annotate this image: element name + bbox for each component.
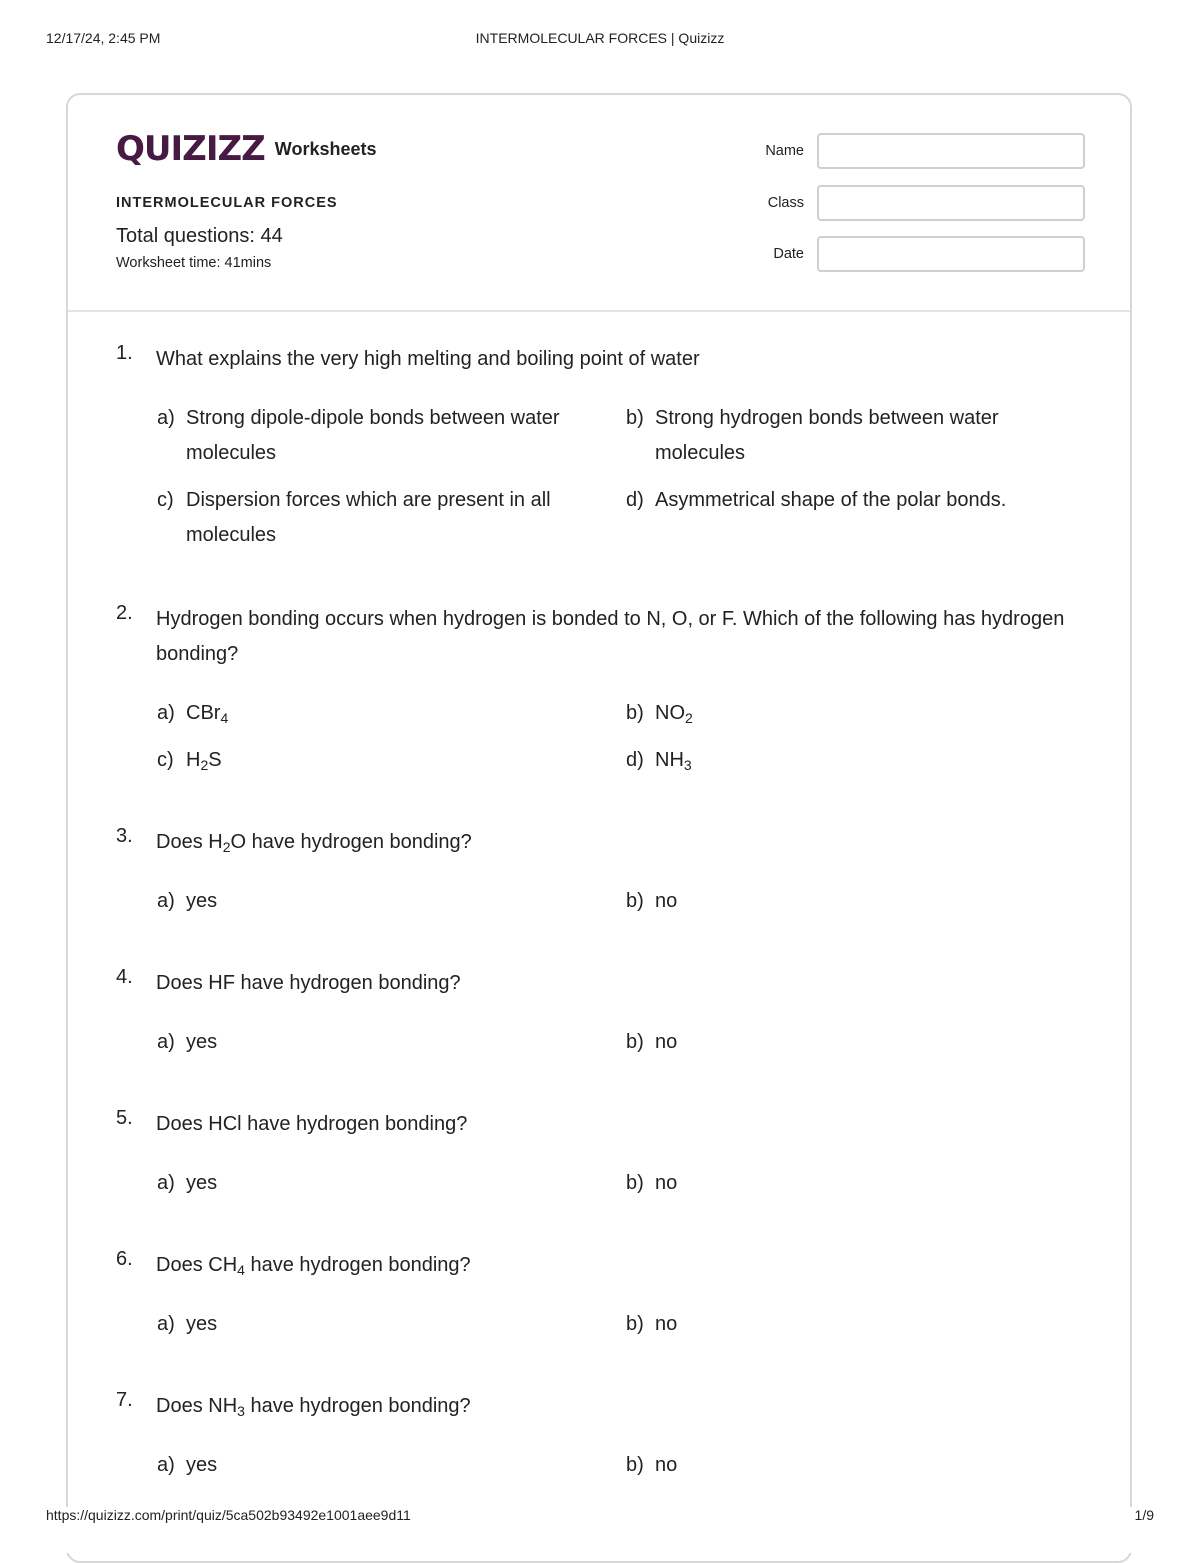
question-text: Does HCl have hydrogen bonding? <box>156 1113 468 1135</box>
question-number: 5. <box>116 1107 133 1129</box>
option-letter: a) <box>157 1031 175 1053</box>
class-field[interactable] <box>817 185 1085 221</box>
option-letter: d) <box>626 489 644 511</box>
question-number: 7. <box>116 1389 133 1411</box>
quizizz-logo <box>116 129 377 169</box>
option-text: Asymmetrical shape of the polar bonds. <box>655 489 1007 511</box>
option-letter: a) <box>157 1313 175 1335</box>
option-letter: b) <box>626 1172 644 1194</box>
option-letter: a) <box>157 702 175 724</box>
option-letter: a) <box>157 890 175 912</box>
option-text: yes <box>186 890 218 912</box>
option-letter: c) <box>157 749 174 771</box>
date-field[interactable] <box>817 236 1085 272</box>
worksheet-header <box>68 95 1130 312</box>
option-letter: b) <box>626 1313 644 1335</box>
option-text: no <box>655 890 678 912</box>
option-text: yes <box>186 1031 218 1053</box>
question-text: Does $NH_3$ have hydrogen bonding? <box>156 1395 471 1419</box>
option-text: no <box>655 1031 678 1053</box>
option-letter: a) <box>157 1172 175 1194</box>
print-header <box>46 30 1154 50</box>
name-label: Name <box>765 143 804 159</box>
question-text: Hydrogen bonding occurs when hydrogen is bonded to N, O, or F. Which of the following has hydrogen bonding? <box>156 608 1065 665</box>
question-number: 6. <box>116 1248 133 1270</box>
option-letter: a) <box>157 407 175 429</box>
logo-wordmark: QUIZIZZ <box>116 129 265 169</box>
option-text: Dispersion forces which are present in all molecules <box>186 489 551 546</box>
option-text: CBr$_4$ <box>186 702 229 726</box>
question-text: Does HF have hydrogen bonding? <box>156 972 461 994</box>
option-text: yes <box>186 1172 218 1194</box>
question-number: 2. <box>116 602 133 624</box>
worksheet-time: Worksheet time: 41mins <box>116 255 272 271</box>
option-letter: b) <box>626 702 644 724</box>
option-letter: c) <box>157 489 174 511</box>
option-text: Strong dipole-dipole bonds between water molecules <box>186 407 560 464</box>
print-datetime: 12/17/24, 2:45 PM <box>46 30 161 46</box>
logo-subtitle: Worksheets <box>274 138 377 159</box>
option-text: yes <box>186 1313 218 1335</box>
option-text: $NO_2$ <box>655 702 693 726</box>
option-text: Strong hydrogen bonds between water molecules <box>655 407 999 464</box>
option-text: no <box>655 1172 678 1194</box>
name-field[interactable] <box>817 133 1085 169</box>
option-text: $NH_3$ <box>655 749 692 773</box>
class-label: Class <box>767 195 804 211</box>
option-letter: b) <box>626 1454 644 1476</box>
option-text: no <box>655 1313 678 1335</box>
option-text: $H_2S$ <box>186 749 222 773</box>
question-number: 3. <box>116 825 133 847</box>
worksheet-title: INTERMOLECULAR FORCES <box>116 195 338 211</box>
question-number: 4. <box>116 966 133 988</box>
worksheet-card <box>66 93 1132 1563</box>
option-letter: b) <box>626 890 644 912</box>
question-text: Does $H_2O$ have hydrogen bonding? <box>156 831 472 855</box>
print-footer <box>0 1507 1200 1553</box>
option-letter: b) <box>626 407 644 429</box>
question-number: 1. <box>116 342 133 364</box>
print-page-number: 1/9 <box>1134 1507 1154 1523</box>
option-text: yes <box>186 1454 218 1476</box>
option-letter: a) <box>157 1454 175 1476</box>
question-text: What explains the very high melting and boiling point of water <box>156 348 700 370</box>
total-questions: Total questions: 44 <box>116 225 283 247</box>
question-text: Does $CH_4$ have hydrogen bonding? <box>156 1254 471 1278</box>
option-text: no <box>655 1454 678 1476</box>
option-letter: b) <box>626 1031 644 1053</box>
date-label: Date <box>773 246 804 262</box>
print-url: https://quizizz.com/print/quiz/5ca502b93492e1001aee9d11 <box>46 1507 411 1523</box>
print-page-title: INTERMOLECULAR FORCES | Quizizz <box>475 30 725 46</box>
option-letter: d) <box>626 749 644 771</box>
